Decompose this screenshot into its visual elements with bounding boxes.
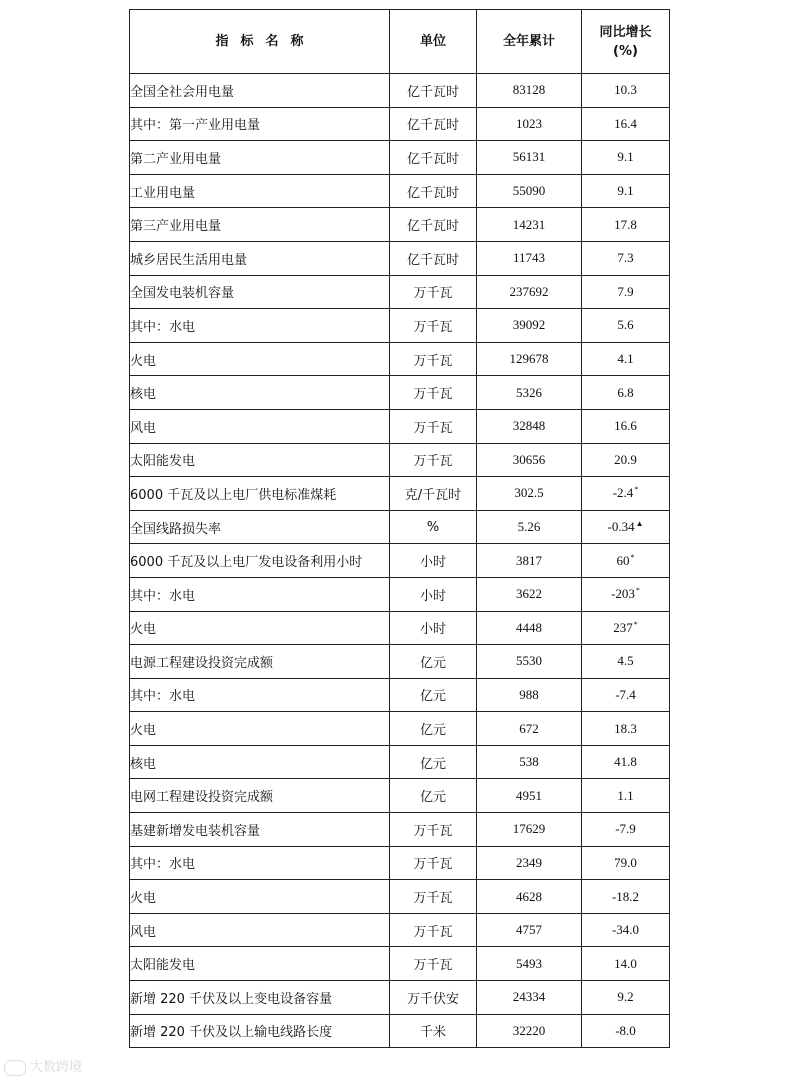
table-row [130,1014,670,1048]
indicator-unit: 万千瓦 [390,880,477,914]
table-row [130,443,670,477]
yoy-growth [582,645,670,679]
annual-total: 672 [477,712,582,746]
indicator-name: 其中：水电 [130,846,390,880]
table-row [130,409,670,443]
table-row [130,846,670,880]
annual-total: 32220 [477,1014,582,1048]
indicator-unit: 万千瓦 [390,913,477,947]
indicator-unit: 小时 [390,611,477,645]
yoy-growth [582,611,670,645]
annual-total: 5.26 [477,510,582,544]
yoy-growth [582,309,670,343]
indicator-name: 风电 [130,913,390,947]
yoy-growth [582,880,670,914]
indicator-unit: 千米 [390,1014,477,1048]
yoy-growth [582,813,670,847]
table-row [130,107,670,141]
indicator-name: 其中：水电 [130,577,390,611]
indicator-name: 火电 [130,611,390,645]
yoy-value: 4.1 [617,351,634,367]
indicator-unit: 克/千瓦时 [390,477,477,511]
indicator-name: 第二产业用电量 [130,141,390,175]
indicator-name: 太阳能发电 [130,443,390,477]
table-row [130,880,670,914]
indicator-unit: 万千瓦 [390,376,477,410]
indicator-name: 核电 [130,376,390,410]
table-row [130,174,670,208]
yoy-growth [582,107,670,141]
indicator-unit: 亿千瓦时 [390,174,477,208]
indicator-name: 核电 [130,745,390,779]
table-row [130,678,670,712]
annual-total: 17629 [477,813,582,847]
yoy-value: 10.3 [614,82,637,98]
indicator-unit: 亿千瓦时 [390,241,477,275]
yoy-value: 16.4 [614,115,637,131]
yoy-growth [582,981,670,1015]
table-row [130,342,670,376]
indicator-unit: 亿元 [390,779,477,813]
watermark-logo-icon [4,1060,26,1076]
table-row [130,510,670,544]
yoy-growth [582,241,670,275]
indicator-unit: 小时 [390,544,477,578]
indicator-unit: 亿千瓦时 [390,141,477,175]
table-row [130,947,670,981]
yoy-growth [582,443,670,477]
footnote-mark: * [634,485,639,495]
table-row [130,813,670,847]
yoy-growth [582,208,670,242]
yoy-value: 20.9 [614,451,637,467]
indicator-name: 电源工程建设投资完成额 [130,645,390,679]
table-row [130,645,670,679]
yoy-value: 41.8 [614,754,637,770]
table-row [130,141,670,175]
annual-total: 2349 [477,846,582,880]
yoy-value: -0.34 [607,519,635,535]
indicator-name: 新增 220 千伏及以上输电线路长度 [130,1014,390,1048]
indicator-unit: 亿元 [390,678,477,712]
yoy-value: -203 [611,586,635,602]
annual-total: 3622 [477,577,582,611]
yoy-growth [582,74,670,108]
yoy-growth [582,141,670,175]
yoy-value: 4.5 [617,653,634,669]
indicator-name: 6000 千瓦及以上电厂发电设备利用小时 [130,544,390,578]
indicator-name: 其中：水电 [130,309,390,343]
indicator-unit: 万千瓦 [390,846,477,880]
annual-total: 56131 [477,141,582,175]
yoy-value: 79.0 [614,854,637,870]
indicator-unit: 亿千瓦时 [390,74,477,108]
table-row [130,275,670,309]
annual-total: 538 [477,745,582,779]
yoy-value: 7.9 [617,283,634,299]
table-row [130,611,670,645]
table-row [130,712,670,746]
yoy-growth [582,409,670,443]
yoy-value: 9.2 [617,989,634,1005]
indicator-unit: 亿元 [390,645,477,679]
table-row [130,544,670,578]
footnote-mark: ▲ [635,519,644,529]
indicator-unit: 小时 [390,577,477,611]
indicator-unit: % [390,510,477,544]
annual-total: 302.5 [477,477,582,511]
indicator-name: 火电 [130,342,390,376]
annual-total: 4628 [477,880,582,914]
table-row [130,208,670,242]
yoy-value: 9.1 [617,183,634,199]
yoy-value: -8.0 [615,1022,636,1038]
indicator-name: 基建新增发电装机容量 [130,813,390,847]
indicator-name: 太阳能发电 [130,947,390,981]
annual-total: 129678 [477,342,582,376]
table-header-row [130,10,670,74]
yoy-value: 17.8 [614,216,637,232]
annual-total: 988 [477,678,582,712]
header-name: 指标名称 [130,10,390,74]
indicator-name: 其中：水电 [130,678,390,712]
indicator-name: 第三产业用电量 [130,208,390,242]
annual-total: 5493 [477,947,582,981]
yoy-value: 18.3 [614,720,637,736]
yoy-value: -2.4 [612,485,634,501]
indicator-unit: 万千瓦 [390,309,477,343]
annual-total: 4951 [477,779,582,813]
yoy-value: 60 [616,552,630,568]
yoy-value: -34.0 [611,922,640,938]
yoy-growth [582,510,670,544]
header-unit: 单位 [390,10,477,74]
header-total: 全年累计 [477,10,582,74]
yoy-value: -18.2 [611,888,640,904]
yoy-growth [582,376,670,410]
yoy-value: 5.6 [617,317,634,333]
indicator-name: 全国发电装机容量 [130,275,390,309]
yoy-growth [582,174,670,208]
yoy-value: -7.9 [615,821,636,837]
indicator-name: 工业用电量 [130,174,390,208]
table-row [130,74,670,108]
indicator-unit: 万千瓦 [390,813,477,847]
footnote-mark: * [635,586,640,596]
indicator-name: 全国线路损失率 [130,510,390,544]
yoy-growth [582,678,670,712]
yoy-value: -7.4 [615,686,636,702]
statistics-table [129,9,670,1048]
table-row [130,779,670,813]
indicator-unit: 万千伏安 [390,981,477,1015]
table-row [130,376,670,410]
yoy-growth [582,275,670,309]
yoy-growth [582,577,670,611]
footnote-mark: * [633,619,638,629]
yoy-value: 14.0 [614,955,637,971]
annual-total: 30656 [477,443,582,477]
indicator-name: 全国全社会用电量 [130,74,390,108]
indicator-unit: 万千瓦 [390,275,477,309]
table-row [130,241,670,275]
annual-total: 4757 [477,913,582,947]
yoy-growth [582,712,670,746]
indicator-unit: 万千瓦 [390,443,477,477]
yoy-growth [582,947,670,981]
yoy-value: 237 [613,619,633,635]
indicator-unit: 亿千瓦时 [390,208,477,242]
table-row [130,577,670,611]
annual-total: 4448 [477,611,582,645]
annual-total: 55090 [477,174,582,208]
yoy-growth [582,477,670,511]
yoy-growth [582,342,670,376]
indicator-name: 风电 [130,409,390,443]
indicator-unit: 万千瓦 [390,947,477,981]
indicator-name: 其中：第一产业用电量 [130,107,390,141]
header-yoy: 同比增长 (%) [582,10,670,74]
indicator-name: 新增 220 千伏及以上变电设备容量 [130,981,390,1015]
indicator-name: 火电 [130,712,390,746]
yoy-value: 6.8 [617,384,634,400]
watermark: 大数跨境 [4,1056,82,1076]
annual-total: 14231 [477,208,582,242]
indicator-unit: 万千瓦 [390,342,477,376]
annual-total: 1023 [477,107,582,141]
table-row [130,981,670,1015]
table-row [130,477,670,511]
indicator-unit: 亿千瓦时 [390,107,477,141]
yoy-growth [582,544,670,578]
table-row [130,745,670,779]
indicator-unit: 万千瓦 [390,409,477,443]
annual-total: 5326 [477,376,582,410]
annual-total: 24334 [477,981,582,1015]
yoy-growth [582,846,670,880]
indicator-unit: 亿元 [390,712,477,746]
yoy-growth [582,1014,670,1048]
table-row [130,309,670,343]
yoy-value: 1.1 [617,787,634,803]
yoy-growth [582,779,670,813]
footnote-mark: * [630,552,635,562]
annual-total: 237692 [477,275,582,309]
annual-total: 11743 [477,241,582,275]
indicator-name: 城乡居民生活用电量 [130,241,390,275]
yoy-value: 7.3 [617,250,634,266]
annual-total: 3817 [477,544,582,578]
yoy-growth [582,745,670,779]
annual-total: 83128 [477,74,582,108]
indicator-name: 电网工程建设投资完成额 [130,779,390,813]
annual-total: 5530 [477,645,582,679]
indicator-name: 6000 千瓦及以上电厂供电标准煤耗 [130,477,390,511]
yoy-value: 9.1 [617,149,634,165]
annual-total: 32848 [477,409,582,443]
annual-total: 39092 [477,309,582,343]
yoy-growth [582,913,670,947]
indicator-name: 火电 [130,880,390,914]
yoy-value: 16.6 [614,418,637,434]
table-row [130,913,670,947]
indicator-unit: 亿元 [390,745,477,779]
